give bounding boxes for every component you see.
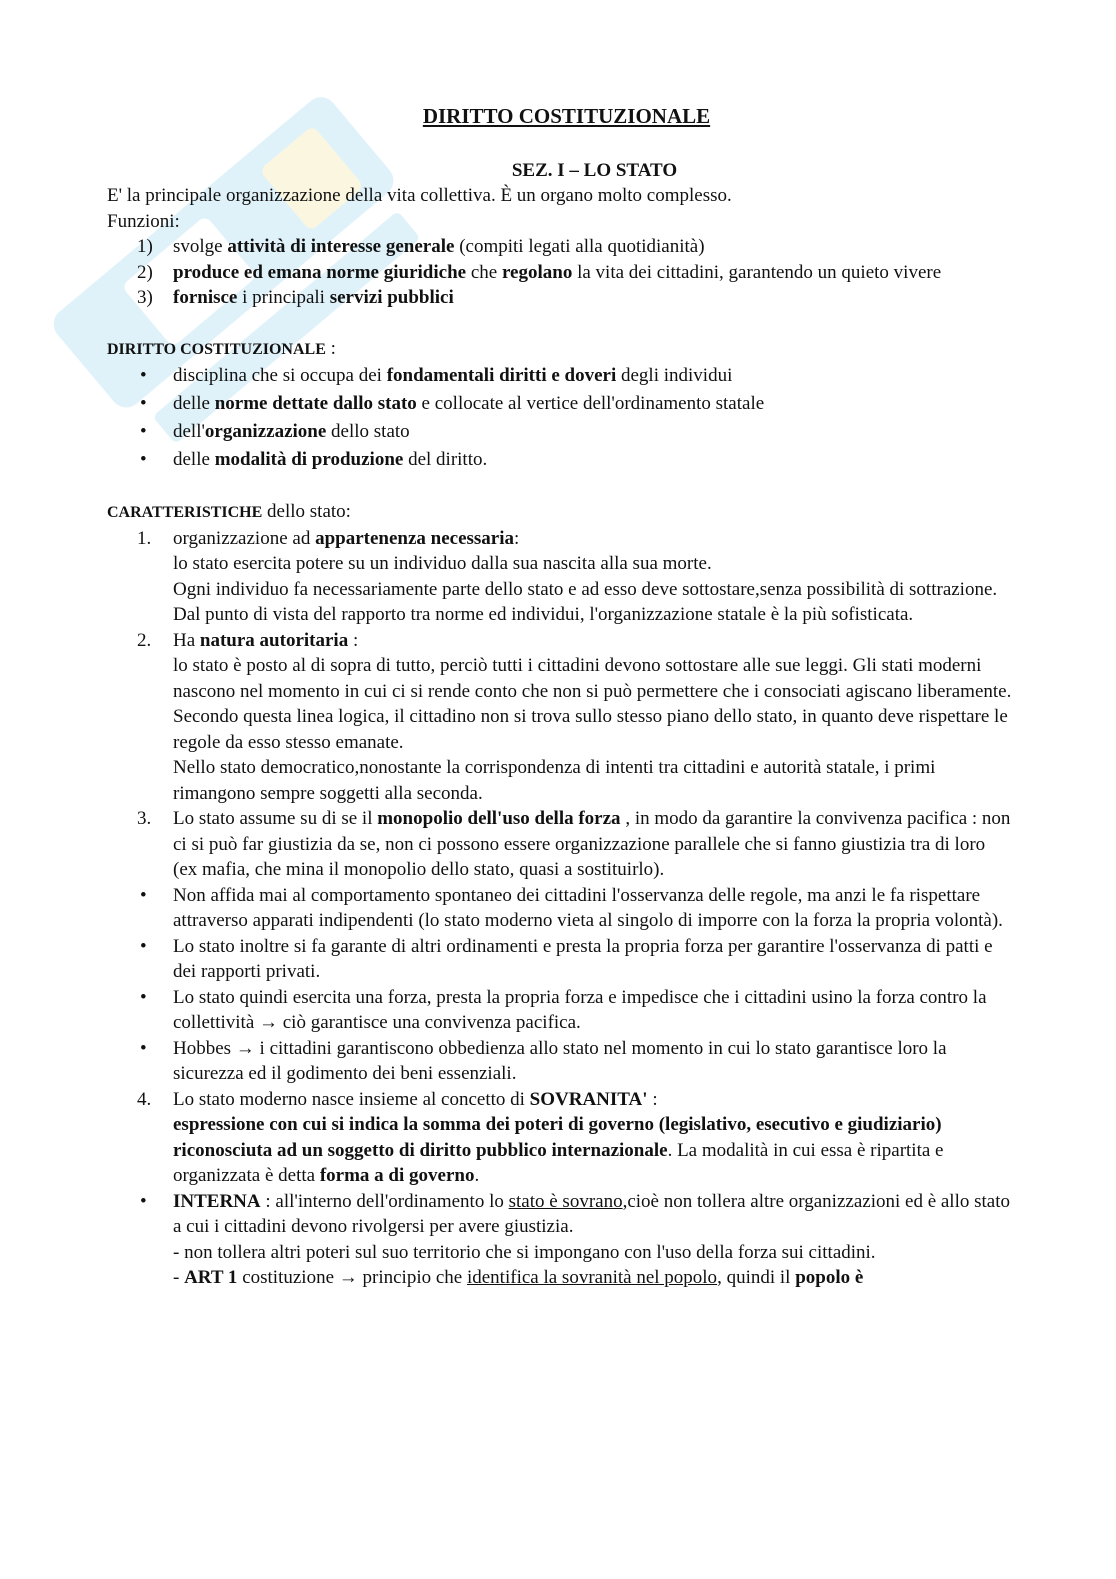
bullet-marker: • bbox=[140, 935, 147, 957]
list-marker: 4. bbox=[137, 1088, 152, 1110]
bullet-marker: • bbox=[140, 884, 147, 906]
bullet-marker: • bbox=[140, 365, 147, 386]
dc-list bbox=[107, 362, 1012, 474]
list-item: 1. organizzazione ad appartenenza necessaria: lo stato esercita potere su un individuo dalla sua nascita alla sua morte. Ogni individuo fa necessariamente parte dello stato e ad esso deve sottostare,senza possibilità di sottrazione. Dal punto di vista del rapporto tra norme ed individui, l'organizzazione statale è la più sofisticata. bbox=[137, 527, 998, 625]
list-item: • disciplina che si occupa dei fondamentali diritti e doveri degli individui bbox=[107, 362, 1012, 390]
section-title: SEZ. I – LO STATO bbox=[511, 159, 678, 181]
list-item: • Lo stato quindi esercita una forza, presta la propria forza e impedisce che i cittadini usino la forza contro la collettività → ciò garantisce una convivenza pacifica. bbox=[140, 986, 987, 1033]
list-item: • delle norme dettate dallo stato e collocate al vertice dell'ordinamento statale bbox=[107, 390, 1012, 418]
bullet-marker: • bbox=[140, 1190, 147, 1212]
document-title: DIRITTO COSTITUZIONALE bbox=[422, 104, 711, 128]
list-item: • Lo stato inoltre si fa garante di altri ordinamenti e presta la propria forza per garantire l'osservanza di patti e dei rapporti privati. bbox=[140, 935, 993, 982]
list-item: 2. Ha natura autoritaria : lo stato è posto al di sopra di tutto, perciò tutti i cittadini devono sottostare alle sue leggi. Gli stati moderni nascono nel momento in cui ci si rende conto che non si può permettere che i consociati agiscano liberamente. Secondo questa linea logica, il cittadino non si trova sullo stesso piano dello stato, in quanto deve rispettare le regole da esso stesso emanate. Nello stato democratico,nonostante la corrispondenza di intenti tra cittadini e autorità statale, i primi rimangono sempre soggetti alla seconda. bbox=[137, 629, 1012, 804]
list-item: • dell'organizzazione dello stato bbox=[107, 418, 1012, 446]
list-marker: 2) bbox=[137, 261, 153, 283]
list-item: 3. Lo stato assume su di se il monopolio dell'uso della forza , in modo da garantire la convivenza pacifica : non ci si può far giustizia da se, non ci possono essere organizzazione parallele che si fanno giustizia tra di loro (ex mafia, che mina il monopolio dello stato, quasi a sostituirlo). bbox=[137, 808, 1011, 880]
list-item: • delle modalità di produzione del diritto. bbox=[107, 446, 1012, 474]
bullet-marker: • bbox=[140, 421, 147, 442]
document-body bbox=[107, 104, 1012, 1291]
list-marker: 2. bbox=[137, 629, 152, 651]
intro-paragraph: E' la principale organizzazione della vita collettiva. È un organo molto complesso. bbox=[107, 185, 732, 206]
list-item: 4. Lo stato moderno nasce insieme al concetto di SOVRANITA' : espressione con cui si indica la somma dei poteri di governo (legislativo, esecutivo e giudiziario) riconosciuta ad un soggetto di diritto pubblico internazionale. La modalità in cui essa è ripartita e organizzata è detta forma a di governo. bbox=[137, 1088, 944, 1186]
list-marker: 1) bbox=[137, 236, 153, 257]
bullet-marker: • bbox=[140, 393, 147, 414]
list-item: 2) produce ed emana norme giuridiche che regolano la vita dei cittadini, garantendo un quieto vivere bbox=[107, 260, 1012, 286]
bullet-marker: • bbox=[140, 1037, 147, 1059]
list-item: • Non affida mai al comportamento spontaneo dei cittadini l'osservanza delle regole, ma anzi le fa rispettare attraverso apparati indipendenti (lo stato moderno vieta al singolo di imporre con la forza la propria volontà). bbox=[140, 884, 1003, 931]
list-marker: 1. bbox=[137, 527, 152, 549]
list-item: 1) svolge attività di interesse generale (compiti legati alla quotidianità) bbox=[107, 234, 1012, 260]
list-item: • Hobbes → i cittadini garantiscono obbedienza allo stato nel momento in cui lo stato garantisce loro la sicurezza ed il godimento dei beni essenziali. bbox=[140, 1037, 947, 1084]
characteristics-list bbox=[107, 526, 1012, 1291]
dc-heading: DIRITTO COSTITUZIONALE : bbox=[107, 337, 336, 359]
functions-label: Funzioni: bbox=[107, 210, 180, 232]
characteristics-heading: CARATTERISTICHE dello stato: bbox=[107, 501, 351, 522]
list-item: 3) fornisce i principali servizi pubblici bbox=[107, 285, 1012, 311]
bullet-marker: • bbox=[140, 986, 147, 1008]
list-marker: 3. bbox=[137, 808, 152, 829]
bullet-marker: • bbox=[140, 449, 147, 470]
functions-list bbox=[107, 234, 1012, 311]
list-marker: 3) bbox=[137, 287, 153, 308]
list-item: • INTERNA : all'interno dell'ordinamento lo stato è sovrano,cioè non tollera altre organizzazioni ed è allo stato a cui i cittadini devono rivolgersi per avere giustizia. - non tollera altri poteri sul suo territorio che si impongano con l'uso della forza sui cittadini. - ART 1 costituzione → principio che identifica la sovranità nel popolo, quindi il popolo è bbox=[140, 1190, 1010, 1288]
